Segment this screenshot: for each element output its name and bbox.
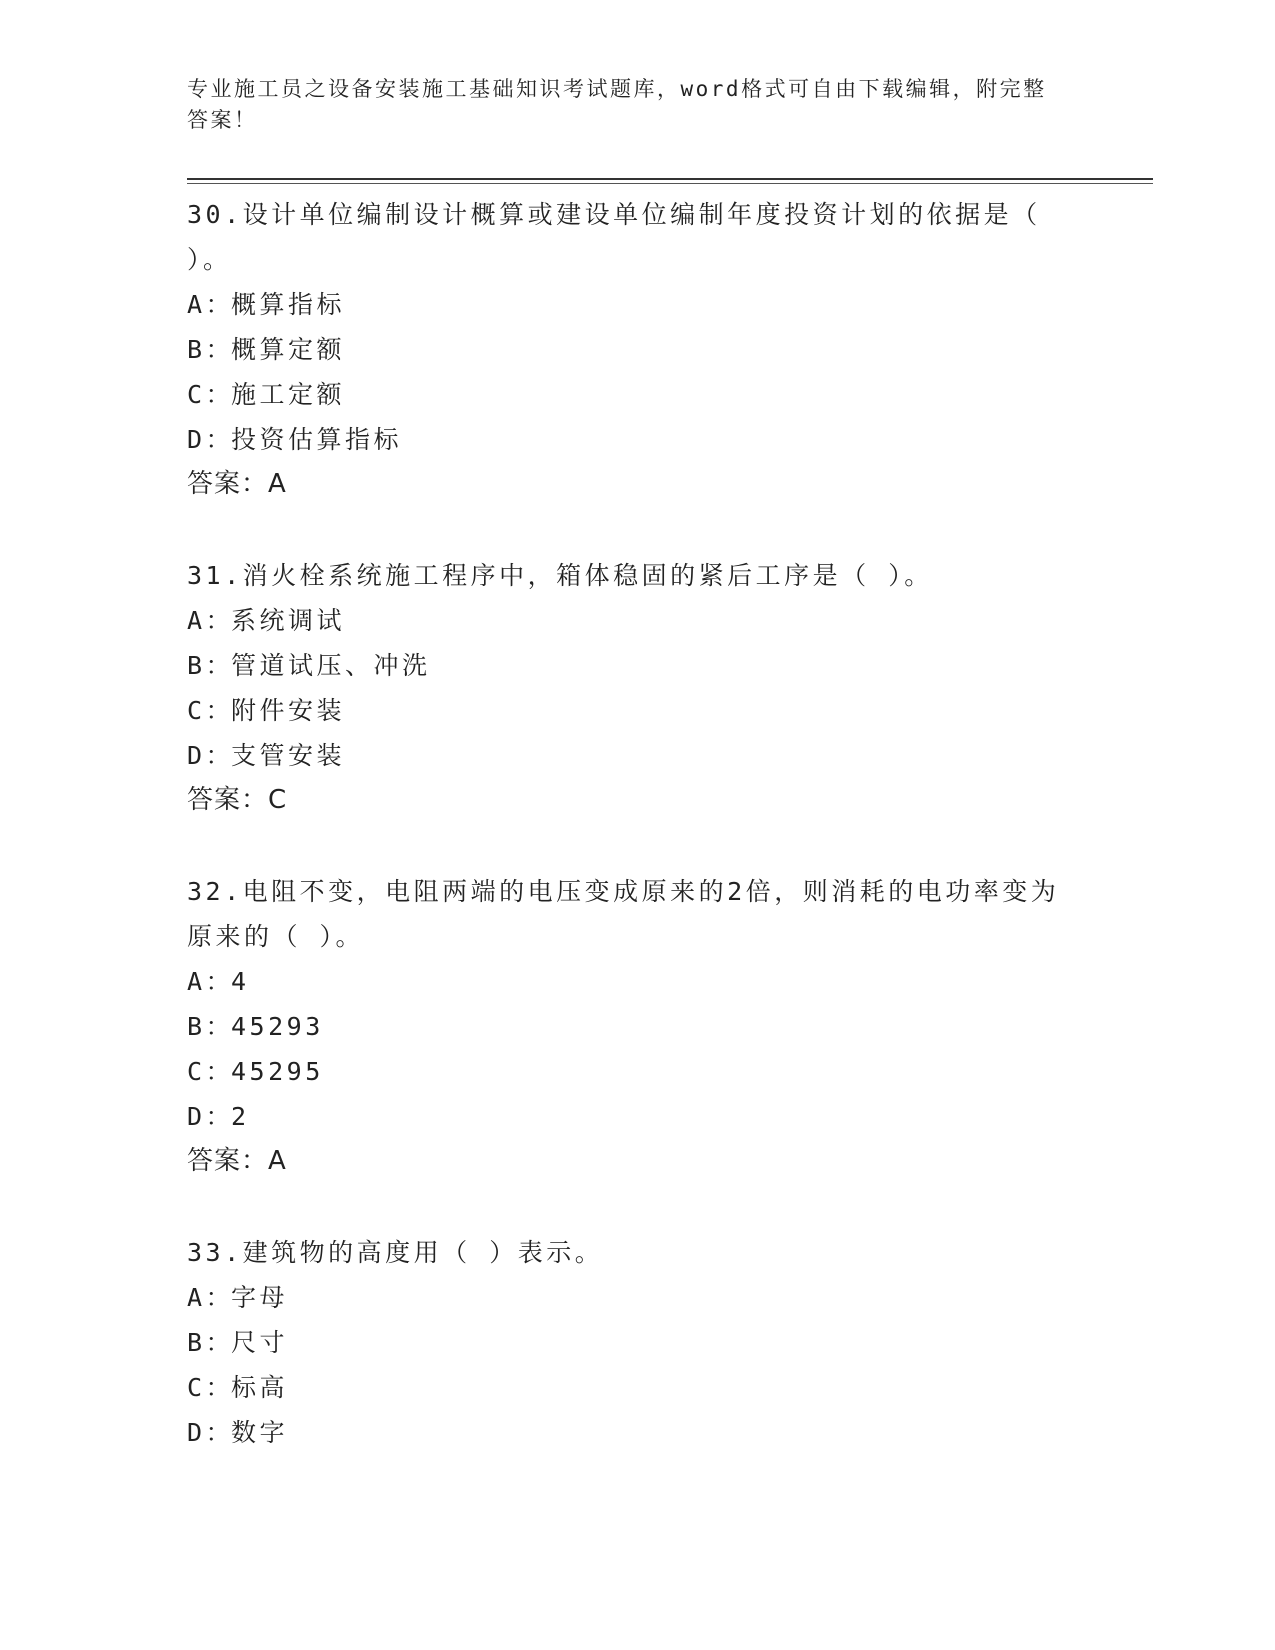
answer-line: 答案：A [187,1146,287,1176]
option-text: 施工定额 [231,380,346,409]
option-text: 管道试压、冲洗 [231,651,431,680]
option-letter: C： [187,1373,235,1402]
option-c [187,1049,1087,1094]
option-c [187,1365,1087,1410]
option-text: 2 [231,1102,250,1131]
option-d [187,417,1087,462]
option-letter: B： [187,1012,235,1041]
option-d [187,733,1087,778]
option-letter: A： [187,290,235,319]
option-text: 数字 [231,1418,289,1447]
option-letter: C： [187,1057,235,1086]
question-stem: 31.消火栓系统施工程序中，箱体稳固的紧后工序是（ ）。 [187,561,933,590]
option-letter: A： [187,606,235,635]
option-text: 4 [231,967,250,996]
question-stem: 33.建筑物的高度用（ ）表示。 [187,1238,604,1267]
option-letter: B： [187,1328,235,1357]
option-text: 概算定额 [231,335,346,364]
option-letter: D： [187,1418,235,1447]
option-letter: A： [187,967,235,996]
option-text: 45295 [231,1057,324,1086]
option-c [187,688,1087,733]
option-text: 系统调试 [231,606,346,635]
option-a [187,282,1087,327]
question-33 [187,1230,1087,1455]
option-a [187,598,1087,643]
document-header: 专业施工员之设备安装施工基础知识考试题库，word格式可自由下载编辑，附完整答案！ [187,77,1047,132]
question-31 [187,553,1087,823]
option-text: 字母 [231,1283,289,1312]
question-30 [187,192,1087,507]
answer-line: 答案：C [187,785,288,815]
header-divider-thick [187,178,1153,180]
option-text: 附件安装 [231,696,346,725]
option-letter: A： [187,1283,235,1312]
option-text: 概算指标 [231,290,346,319]
option-letter: B： [187,651,235,680]
option-b [187,643,1087,688]
option-a [187,959,1087,1004]
option-text: 尺寸 [231,1328,289,1357]
question-stem: 30.设计单位编制设计概算或建设单位编制年度投资计划的依据是（ ）。 [187,200,1041,274]
option-letter: D： [187,1102,235,1131]
option-letter: D： [187,741,235,770]
option-c [187,372,1087,417]
question-stem: 32.电阻不变，电阻两端的电压变成原来的2倍，则消耗的电功率变为原来的（ ）。 [187,877,1060,951]
option-text: 45293 [231,1012,324,1041]
option-d [187,1094,1087,1139]
option-letter: B： [187,335,235,364]
option-b [187,327,1087,372]
option-text: 投资估算指标 [231,425,403,454]
option-letter: D： [187,425,235,454]
option-b [187,1320,1087,1365]
option-letter: C： [187,380,235,409]
answer-line: 答案：A [187,469,287,499]
question-list [187,192,1087,1501]
option-d [187,1410,1087,1455]
option-text: 支管安装 [231,741,346,770]
option-letter: C： [187,696,235,725]
header-divider-thin [187,183,1153,184]
option-text: 标高 [231,1373,289,1402]
question-32 [187,869,1087,1184]
option-b [187,1004,1087,1049]
option-a [187,1275,1087,1320]
